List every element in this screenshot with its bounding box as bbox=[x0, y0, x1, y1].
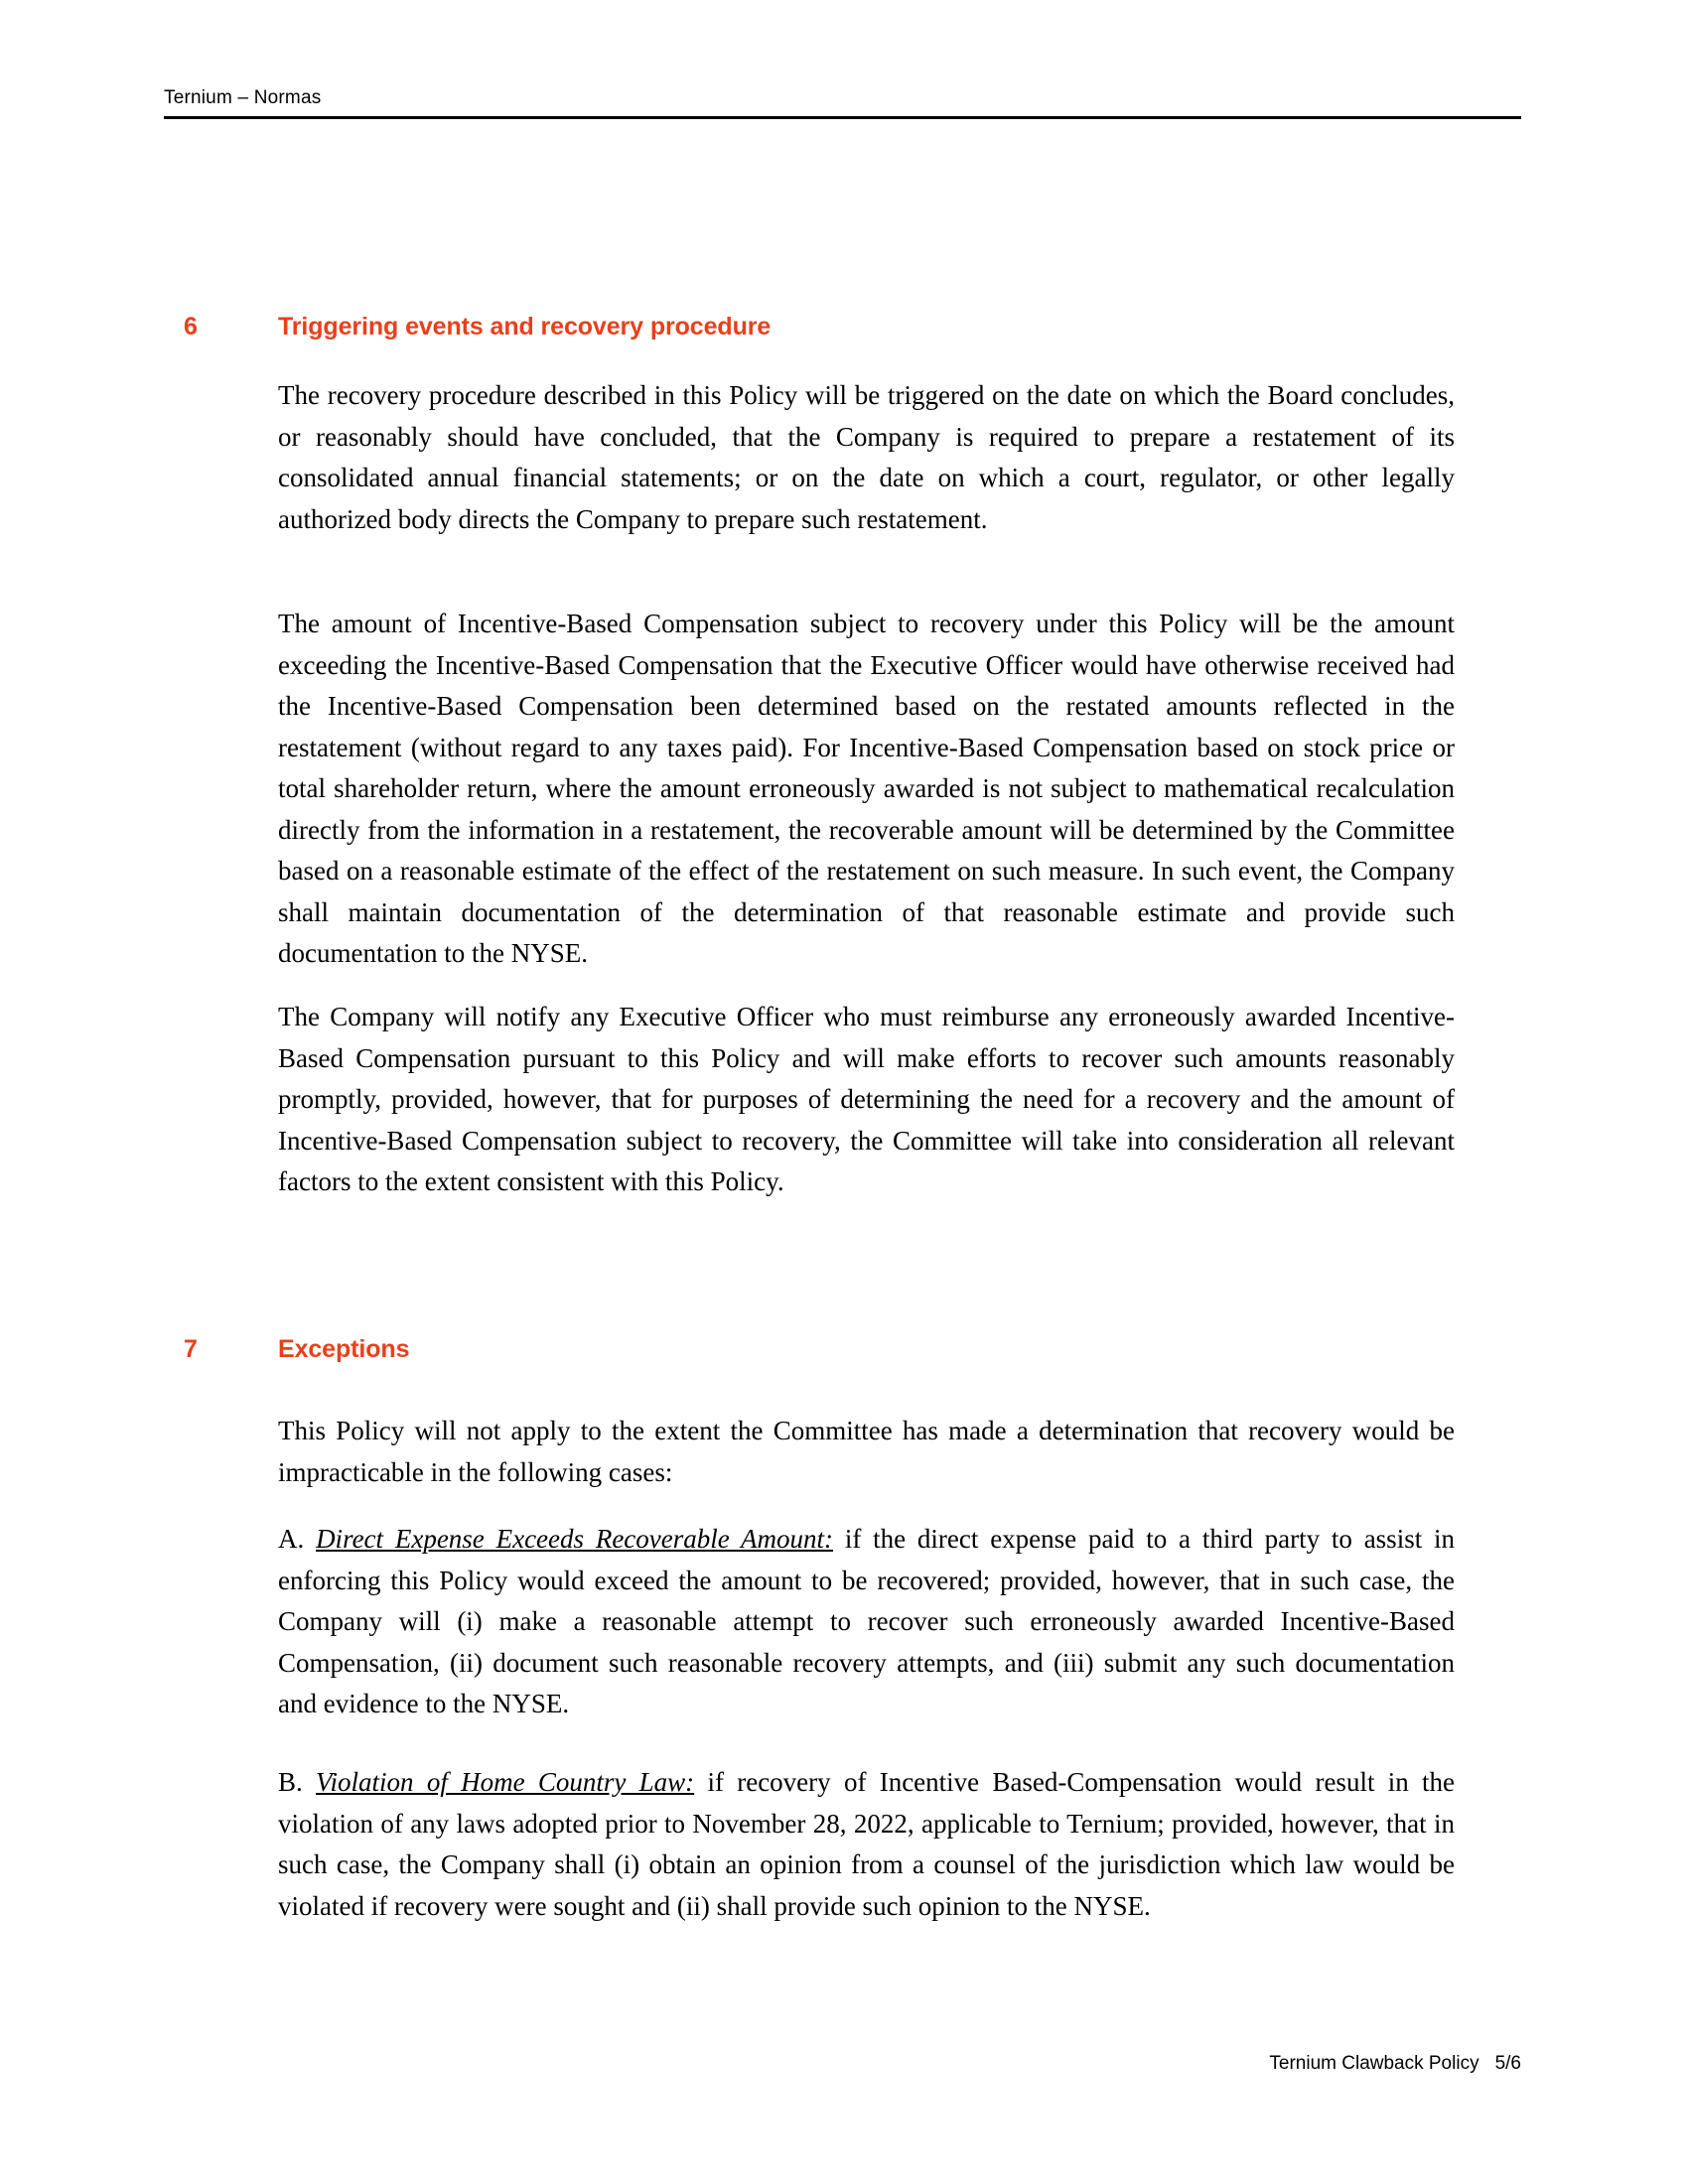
exception-item-b bbox=[278, 1762, 1455, 1927]
paragraph-recovery-amount: The amount of Incentive-Based Compensation subject to recovery under this Policy will be the amount exceeding the Incentive-Based Compensation that the Executive Officer would have otherwise received had the Incentive-Based Compensation been determined based on the restated amounts reflected in the restatement (without regard to any taxes paid). For Incentive-Based Compensation based on stock price or total shareholder return, where the amount erroneously awarded is not subject to mathematical recalculation directly from the information in a restatement, the recoverable amount will be determined by the Committee based on a reasonable estimate of the effect of the restatement on such measure. In such event, the Company shall maintain documentation of the determination of that reasonable estimate and provide such documentation to the NYSE. bbox=[278, 609, 1455, 968]
exception-a-lead-in: Direct Expense Exceeds Recoverable Amount: bbox=[316, 1524, 834, 1554]
exception-b-body: if recovery of Incentive Based-Compensation would result in the violation of any laws adopted prior to November 28, 2022, applicable to Ternium; provided, however, that in such case, the Company shall (i) obtain an opinion from a counsel of the jurisdiction which law would be violated if recovery were sought and (ii) shall provide such opinion to the NYSE. bbox=[278, 1767, 1455, 1921]
footer-document-title: Ternium Clawback Policy bbox=[1269, 2053, 1479, 2074]
header-title: Ternium – Normas bbox=[164, 87, 322, 108]
exception-a-body: if the direct expense paid to a third party to assist in enforcing this Policy would exceed the amount to be recovered; provided, however, that in such case, the Company will (i) make a reasonable attempt to recover such erroneously awarded Incentive-Based Compensation, (ii) document such reasonable recovery attempts, and (iii) submit any such documentation and evidence to the NYSE. bbox=[278, 1524, 1456, 1718]
exception-a-marker: A. bbox=[278, 1524, 317, 1554]
section-heading-7 bbox=[184, 1335, 409, 1364]
header-divider bbox=[164, 116, 1521, 119]
section-number-7: 7 bbox=[184, 1335, 198, 1363]
section-heading-6 bbox=[184, 313, 771, 341]
exception-item-a bbox=[278, 1519, 1455, 1725]
page-header bbox=[164, 87, 1521, 119]
exception-b-lead-in: Violation of Home Country Law: bbox=[316, 1767, 695, 1797]
page-footer bbox=[278, 2053, 1521, 2075]
section-number-6: 6 bbox=[184, 313, 198, 341]
section-title-6: Triggering events and recovery procedure bbox=[278, 313, 772, 341]
paragraph-notification: The Company will notify any Executive Officer who must reimburse any erroneously awarded Incentive-Based Compensation pursuant to this Policy and will make efforts to recover such amounts reasonably promptly, provided, however, that for purposes of determining the need for a recovery and the amount of Incentive-Based Compensation subject to recovery, the Committee will take into consideration all relevant factors to the extent consistent with this Policy. bbox=[278, 1002, 1455, 1196]
footer-page-number: 5/6 bbox=[1494, 2053, 1521, 2074]
paragraph-recovery-trigger: The recovery procedure described in this Policy will be triggered on the date on which the Board concludes, or reasonably should have concluded, that the Company is required to prepare a restatement of its consolidated annual financial statements; or on the date on which a court, regulator, or other legally authorized body directs the Company to prepare such restatement. bbox=[278, 380, 1455, 534]
exception-b-marker: B. bbox=[278, 1767, 317, 1797]
section-title-7: Exceptions bbox=[278, 1335, 410, 1363]
paragraph-exceptions-intro: This Policy will not apply to the extent the Committee has made a determination that recovery would be impracticable in the following cases: bbox=[278, 1416, 1455, 1487]
